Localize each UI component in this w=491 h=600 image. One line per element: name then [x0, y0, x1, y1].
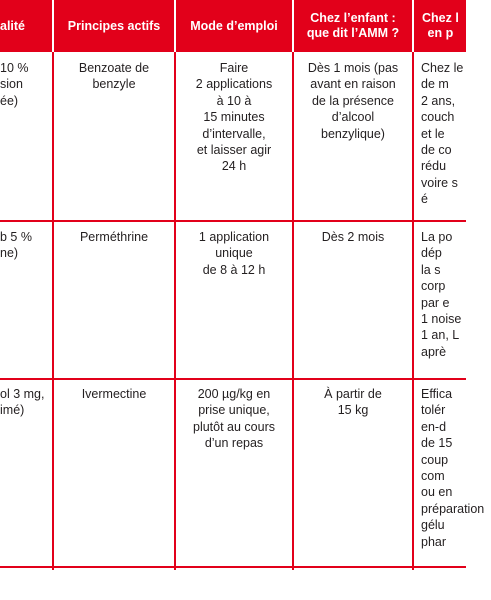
column-divider: [412, 52, 414, 570]
table-cell: À partir de 15 kg: [324, 387, 382, 418]
header-divider: [292, 0, 294, 52]
header-divider: [174, 0, 176, 52]
table-cell: Ivermectine: [81, 387, 147, 401]
table-cell: Chez le de m 2 ans, couch et le de co rédu voire s é: [421, 61, 464, 207]
table-cell: Benzoate de benzyle: [78, 61, 150, 92]
table-cell: ol 3 mg, imé): [0, 387, 45, 418]
header-cell-col1: alité: [0, 18, 26, 33]
header-cell-active-ingredients: Principes actifs: [67, 18, 161, 33]
table-cell: Faire 2 applications à 10 à 15 minutes d’intervalle, et laisser agir 24 h: [195, 61, 273, 174]
row-divider: [0, 220, 466, 222]
header-cell-col5: Chez l en p: [422, 11, 459, 40]
header-cell-usage: Mode d’emploi: [190, 18, 278, 33]
table-cell: Dès 1 mois (pas avant en raison de la présence d’alcool benzylique): [307, 61, 399, 141]
header-divider: [412, 0, 414, 52]
table-cell: Dès 2 mois: [321, 230, 385, 244]
row-divider: [0, 566, 466, 568]
row-divider: [0, 378, 466, 380]
table-cell: b 5 % ne): [0, 230, 32, 261]
header-divider: [52, 0, 54, 52]
table-cell: 200 µg/kg en prise unique, plutôt au cours d’un repas: [193, 387, 275, 451]
table-cell: Perméthrine: [79, 230, 149, 244]
table-cell: Effica tolér en-d de 15 coup com ou en préparation gélu phar: [421, 387, 485, 549]
table-cell: 1 application unique de 8 à 12 h: [198, 230, 270, 277]
header-cell-child-amm: Chez l’enfant : que dit l’AMM ?: [306, 11, 400, 40]
table-cell: La po dép la s corp par e 1 noise 1 an, L aprè: [421, 230, 462, 359]
table-cell: 10 % sion ée): [0, 61, 29, 108]
column-divider: [52, 52, 54, 570]
